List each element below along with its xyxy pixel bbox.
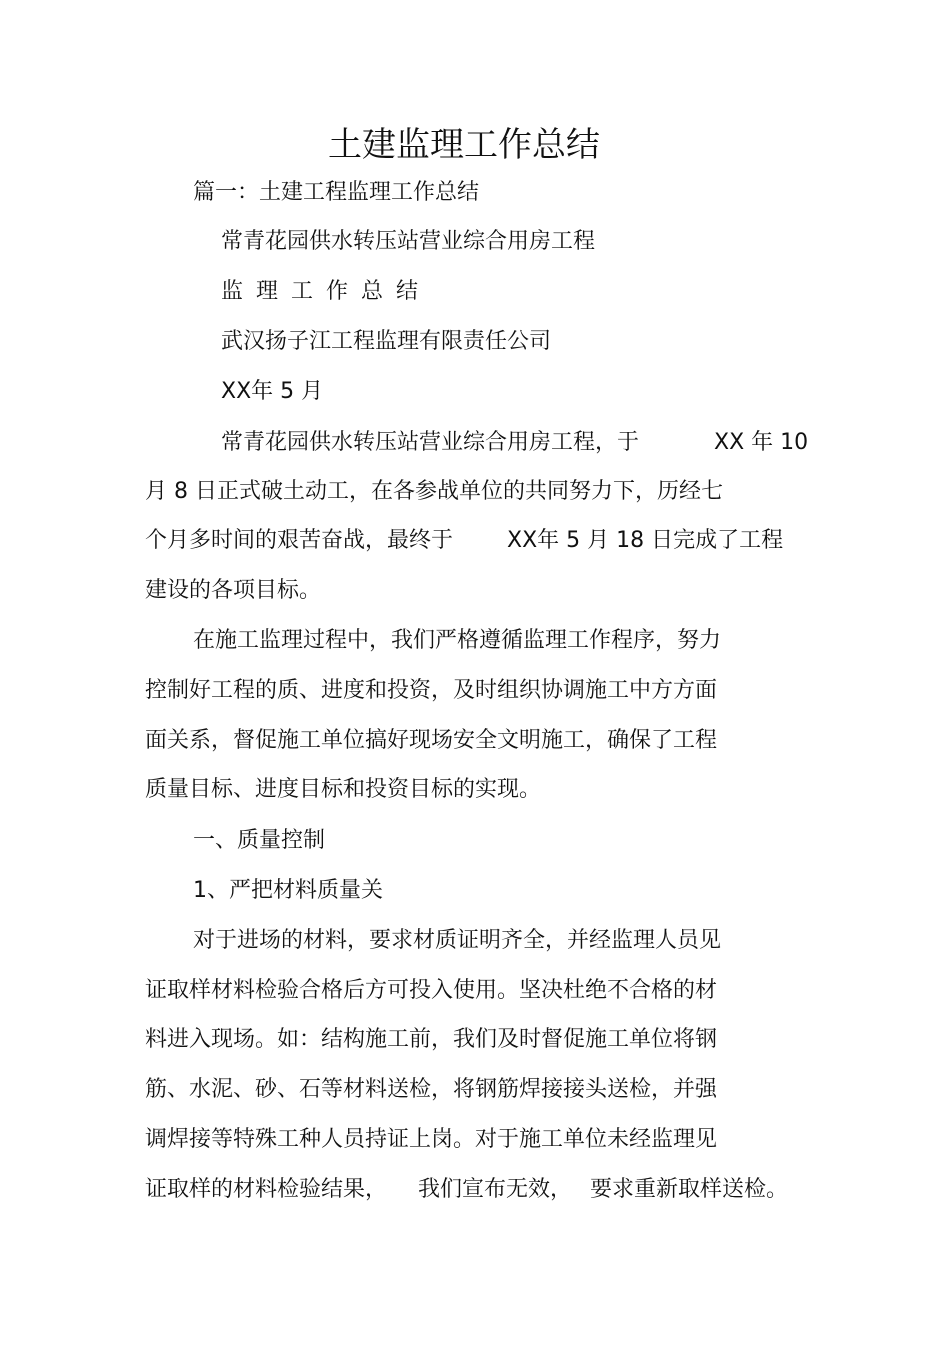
paragraph-line-fragment: XX年 5 月 18 日完成了工程 <box>507 528 784 553</box>
paragraph-line: 对于进场的材料，要求材质证明齐全，并经监理人员见 <box>193 928 722 953</box>
paragraph-line: 质量目标、进度目标和投资目标的实现。 <box>145 777 542 802</box>
section-heading: 篇一：土建工程监理工作总结 <box>193 180 480 205</box>
project-name: 常青花园供水转压站营业综合用房工程 <box>221 229 596 254</box>
paragraph-line-fragment: 我们宣布无效， <box>418 1177 573 1202</box>
subsection-heading: 一、质量控制 <box>193 828 326 853</box>
report-subtitle: 监理工作总结 <box>221 279 432 304</box>
paragraph-line: 面关系，督促施工单位搞好现场安全文明施工，确保了工程 <box>145 728 718 753</box>
document-title: 土建监理工作总结 <box>328 125 600 165</box>
report-date: XX年 5 月 <box>221 379 324 404</box>
paragraph-line: 在施工监理过程中，我们严格遵循监理工作程序，努力 <box>193 628 722 653</box>
paragraph-line: 月 8 日正式破土动工，在各参战单位的共同努力下，历经七 <box>145 479 723 504</box>
paragraph-line: 调焊接等特殊工种人员持证上岗。对于施工单位未经监理见 <box>145 1127 718 1152</box>
paragraph-line: 料进入现场。如：结构施工前，我们及时督促施工单位将钢 <box>145 1027 718 1052</box>
paragraph-line: 证取样材料检验合格后方可投入使用。坚决杜绝不合格的材 <box>145 978 718 1003</box>
paragraph-line: 控制好工程的质、进度和投资，及时组织协调施工中方方面 <box>145 678 718 703</box>
paragraph-line: 筋、水泥、砂、石等材料送检，将钢筋焊接接头送检，并强 <box>145 1077 718 1102</box>
paragraph-line: 证取样的材料检验结果， <box>145 1177 388 1202</box>
paragraph-line: 个月多时间的艰苦奋战，最终于 <box>145 528 454 553</box>
paragraph-line-fragment: 要求重新取样送检。 <box>590 1177 789 1202</box>
paragraph-line: 建设的各项目标。 <box>145 578 322 603</box>
paragraph-line-fragment: XX 年 10 <box>714 430 809 455</box>
subsection-heading: 1、严把材料质量关 <box>193 878 383 903</box>
paragraph-line: 常青花园供水转压站营业综合用房工程，于 <box>221 430 640 455</box>
company-name: 武汉扬子江工程监理有限责任公司 <box>221 329 552 354</box>
